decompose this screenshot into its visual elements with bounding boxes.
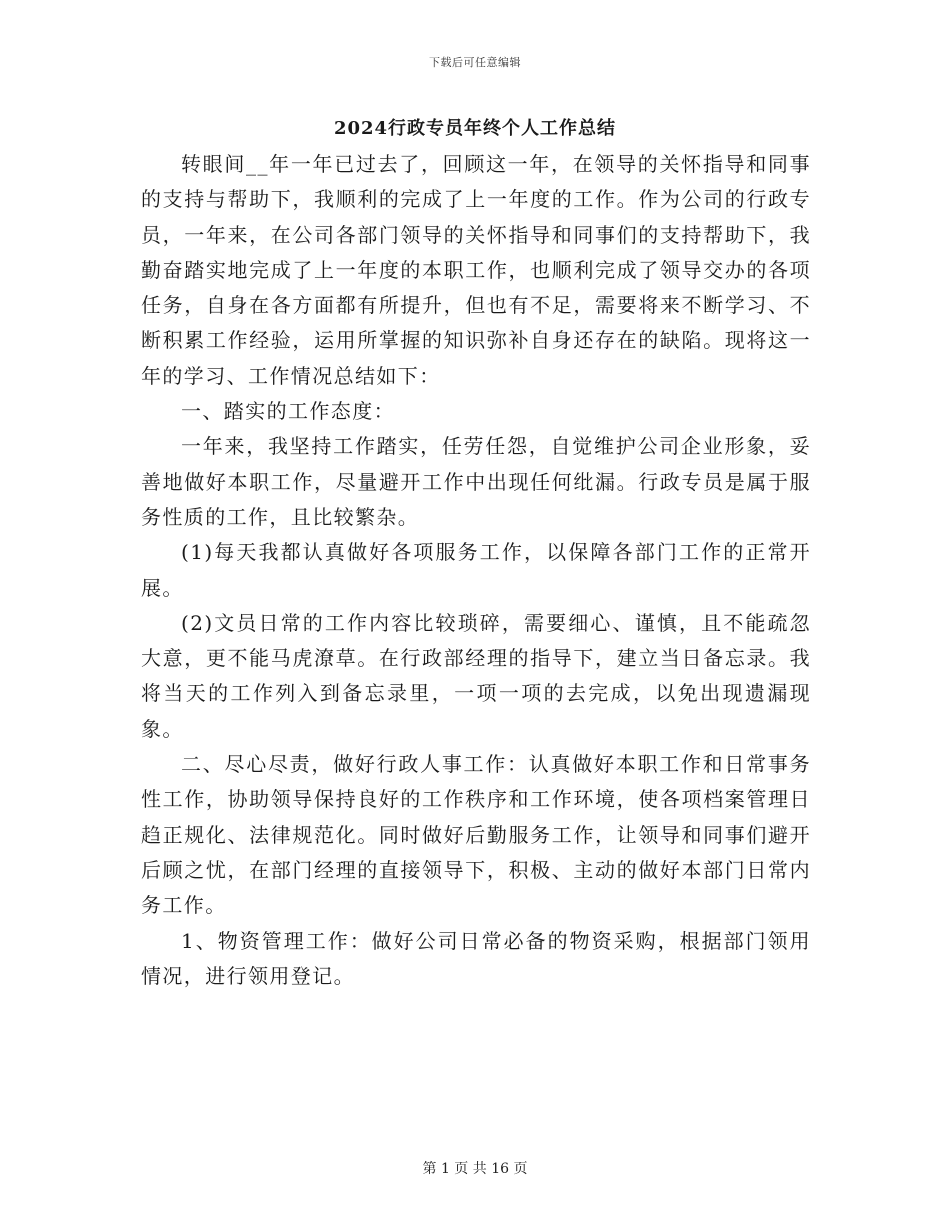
page-number: 第 1 页 共 16 页 [422,1161,528,1177]
section-heading-attitude: 一、踏实的工作态度： [181,399,395,424]
paragraph-materials: 1、物资管理工作：做好公司日常必备的物资采购，根据部门领用情况，进行领用登记。 [141,928,811,988]
header-note: 下载后可任意编辑 [429,56,521,69]
paragraph-attitude: 一年来，我坚持工作踏实，任劳任怨，自觉维护公司企业形象，妥善地做好本职工作，尽量避开工作中出现任何纰漏。行政专员是属于服务性质的工作，且比较繁杂。 [141,434,811,529]
document-title: 2024行政专员年终个人工作总结 [333,118,617,139]
paragraph-item-1: (1)每天我都认真做好各项服务工作，以保障各部门工作的正常开展。 [141,540,811,600]
paragraph-item-2: (2)文员日常的工作内容比较琐碎，需要细心、谨慎，且不能疏忽大意，更不能马虎潦草。在行政部经理的指导下，建立当日备忘录。我将当天的工作列入到备忘录里，一项一项的去完成，以免出现遗漏现象。 [141,610,811,741]
document-body [141,147,811,994]
paragraph-intro: 转眼间__年一年已过去了，回顾这一年，在领导的关怀指导和同事的支持与帮助下，我顺利的完成了上一年度的工作。作为公司的行政专员，一年来，在公司各部门领导的关怀指导和同事们的支持帮助下，我勤奋踏实地完成了上一年度的本职工作，也顺利完成了领导交办的各项任务，自身在各方面都有所提升，但也有不足，需要将来不断学习、不断积累工作经验，运用所掌握的知识弥补自身还存在的缺陷。现将这一年的学习、工作情况总结如下： [141,152,811,388]
paragraph-admin-work: 二、尽心尽责，做好行政人事工作：认真做好本职工作和日常事务性工作，协助领导保持良好的工作秩序和工作环境，使各项档案管理日趋正规化、法律规范化。同时做好后勤服务工作，让领导和同事们避开后顾之忧，在部门经理的直接领导下，积极、主动的做好本部门日常内务工作。 [141,752,811,918]
